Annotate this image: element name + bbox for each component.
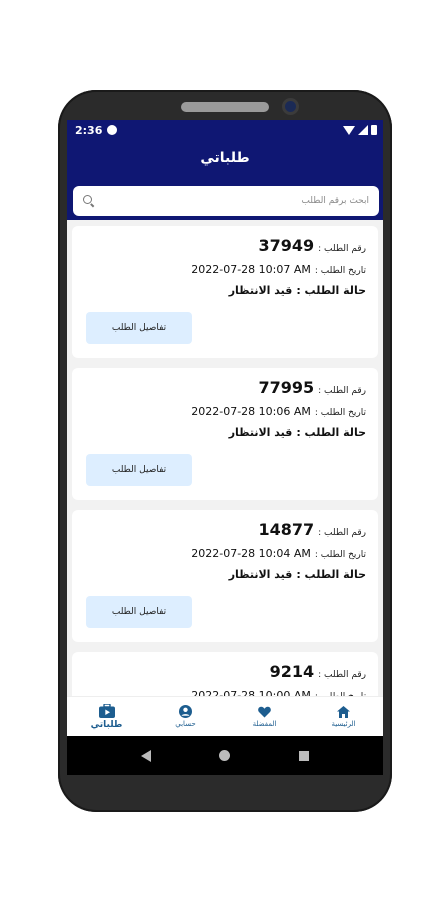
search-input[interactable] (103, 196, 369, 206)
order-status: قيد الانتظار (228, 284, 293, 297)
phone-frame (58, 90, 392, 812)
heart-icon (258, 706, 271, 718)
order-card (72, 368, 378, 500)
phone-camera (282, 98, 299, 115)
order-date-label: تاريخ الطلب : (314, 408, 366, 418)
search-icon[interactable] (83, 195, 95, 207)
order-card (72, 226, 378, 358)
orders-icon (99, 704, 115, 718)
order-date: 2022-07-28 10:04 AM (191, 547, 311, 560)
page-title: طلباتي (200, 150, 250, 166)
order-date-label: تاريخ الطلب : (314, 550, 366, 560)
order-status-label: حالة الطلب : (296, 426, 366, 439)
status-time: 2:36 (75, 123, 103, 137)
order-card (72, 510, 378, 642)
order-status: قيد الانتظار (228, 568, 293, 581)
order-details-button[interactable]: تفاصيل الطلب (86, 312, 192, 344)
back-icon[interactable] (141, 750, 151, 762)
nav-item-orders[interactable] (72, 704, 142, 730)
signal-icon (358, 125, 368, 135)
nav-label: طلباتي (90, 719, 123, 730)
order-date: 2022-07-28 10:06 AM (191, 405, 311, 418)
orders-list[interactable] (67, 220, 383, 710)
order-status-label: حالة الطلب : (296, 284, 366, 297)
order-number: 14877 (258, 520, 315, 539)
status-bar (67, 120, 383, 140)
order-status: قيد الانتظار (228, 426, 293, 439)
nav-item-account[interactable] (151, 705, 221, 728)
order-details-button[interactable]: تفاصيل الطلب (86, 596, 192, 628)
account-icon (179, 705, 192, 718)
recent-apps-icon[interactable] (299, 751, 309, 761)
app-header (67, 140, 383, 220)
order-status-label: حالة الطلب : (296, 568, 366, 581)
system-nav-bar (67, 736, 383, 775)
nav-label: حسابي (175, 720, 196, 728)
nav-item-favorites[interactable] (230, 706, 300, 728)
order-number-label: رقم الطلب : (318, 528, 366, 538)
order-date-label: تاريخ الطلب : (314, 266, 366, 276)
order-number-label: رقم الطلب : (318, 670, 366, 680)
order-number: 77995 (258, 378, 315, 397)
home-icon (337, 706, 350, 718)
nav-label: الرئيسية (331, 719, 356, 728)
order-details-button[interactable]: تفاصيل الطلب (86, 454, 192, 486)
search-bar (73, 186, 379, 216)
nav-label: المفضلة (252, 719, 277, 728)
battery-icon (371, 125, 377, 135)
app-screen (67, 120, 383, 775)
order-date: 2022-07-28 10:07 AM (191, 263, 311, 276)
phone-speaker (181, 102, 269, 112)
order-number: 9214 (269, 662, 315, 681)
nav-item-home[interactable] (309, 706, 379, 728)
order-number-label: رقم الطلب : (318, 244, 366, 254)
bottom-nav (67, 696, 383, 736)
notification-icon (107, 125, 117, 135)
wifi-icon (343, 126, 355, 135)
circle-home-icon[interactable] (219, 750, 230, 761)
order-number: 37949 (258, 236, 315, 255)
order-number-label: رقم الطلب : (318, 386, 366, 396)
